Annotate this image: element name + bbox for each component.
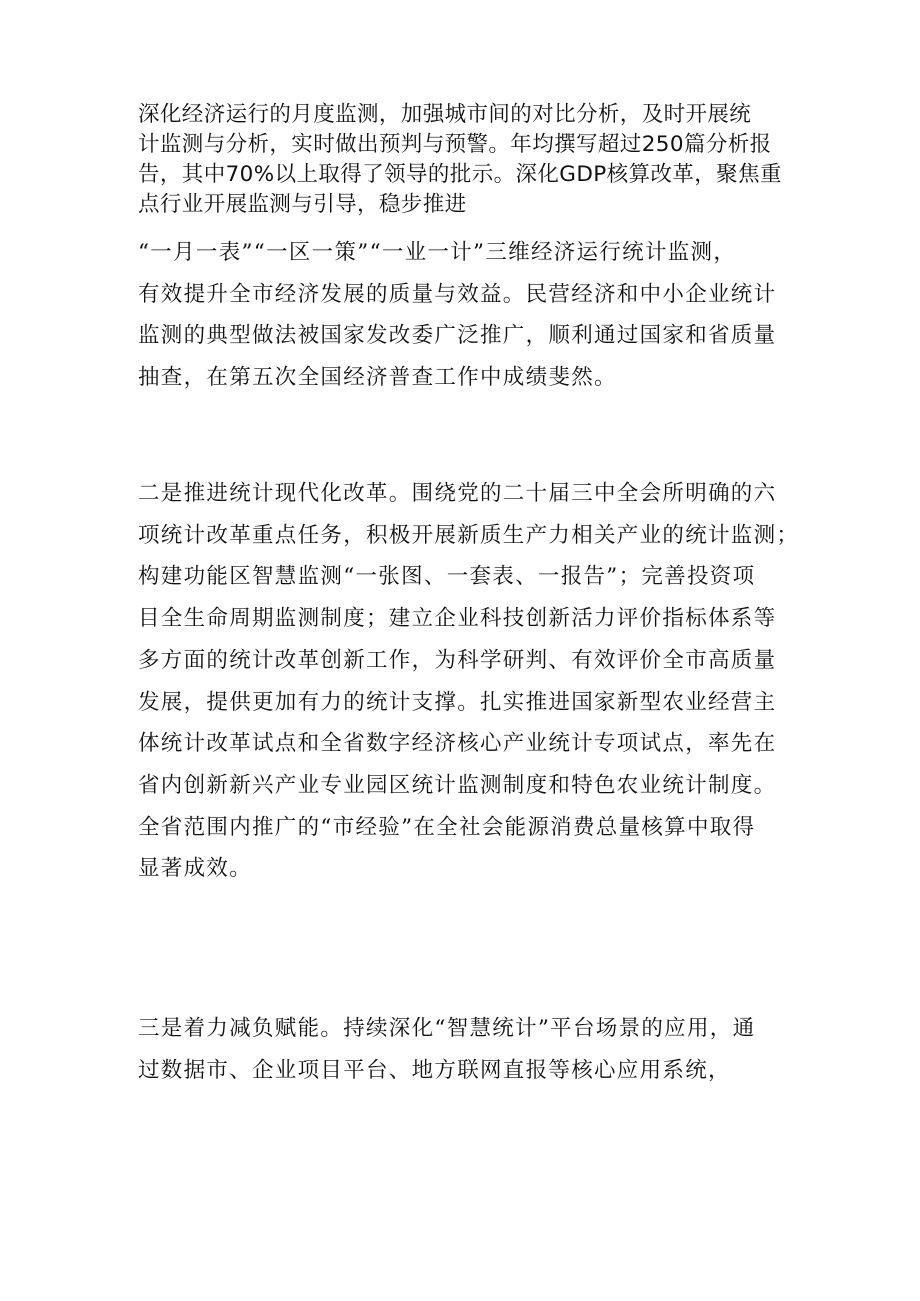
text-line: 告，其中70%以上取得了领导的批示。深化GDP核算改革，聚焦重	[138, 162, 782, 187]
paragraph-burden-reduction	[138, 1008, 798, 1091]
text-line: 计监测与分析，实时做出预判与预警。年均撰写超过250篇分析报	[138, 132, 772, 157]
text-line: 多方面的统计改革创新工作，为科学研判、有效评价全市高质量	[138, 647, 777, 673]
text-line: 监测的典型做法被国家发改委广泛推广，顺利通过国家和省质量	[138, 323, 777, 349]
text-line: 省内创新新兴产业专业园区统计监测制度和特色农业统计制度。	[138, 772, 777, 798]
text-line: 全省范围内推广的“市经验”在全社会能源消费总量核算中取得	[138, 814, 756, 840]
text-line: “一月一表”“一区一策”“一业一计”三维经济运行统计监测，	[138, 240, 737, 265]
text-line: 二是推进统计现代化改革。围绕党的二十届三中全会所明确的六	[138, 481, 777, 506]
text-line: 过数据市、企业项目平台、地方联网直报等核心应用系统，	[138, 1057, 731, 1083]
text-line: 构建功能区智慧监测“一张图、一套表、一报告”；完善投资项	[138, 564, 756, 590]
text-line: 项统计改革重点任务，积极开展新质生产力相关产业的统计监测；	[138, 522, 800, 548]
text-line: 发展，提供更加有力的统计支撑。扎实推进国家新型农业经营主	[138, 689, 777, 715]
text-line: 抽查，在第五次全国经济普查工作中成绩斐然。	[138, 365, 617, 391]
text-line: 三是着力减负赋能。持续深化“智慧统计”平台场景的应用，通	[138, 1016, 756, 1041]
text-line: 深化经济运行的月度监测，加强城市间的对比分析，及时开展统	[138, 102, 752, 127]
text-line: 点行业开展监测与引导，稳步推进	[138, 192, 467, 217]
text-line: 体统计改革试点和全省数字经济核心产业统计专项试点，率先在	[138, 731, 777, 757]
text-line: 有效提升全市经济发展的质量与效益。民营经济和中小企业统计	[138, 281, 777, 307]
paragraph-monitoring-dense	[138, 100, 798, 220]
text-line: 目全生命周期监测制度；建立企业科技创新活力评价指标体系等	[138, 606, 777, 632]
paragraph-monitoring-continuation	[138, 232, 798, 399]
text-line: 显著成效。	[138, 856, 253, 882]
paragraph-statistics-reform	[138, 473, 798, 890]
